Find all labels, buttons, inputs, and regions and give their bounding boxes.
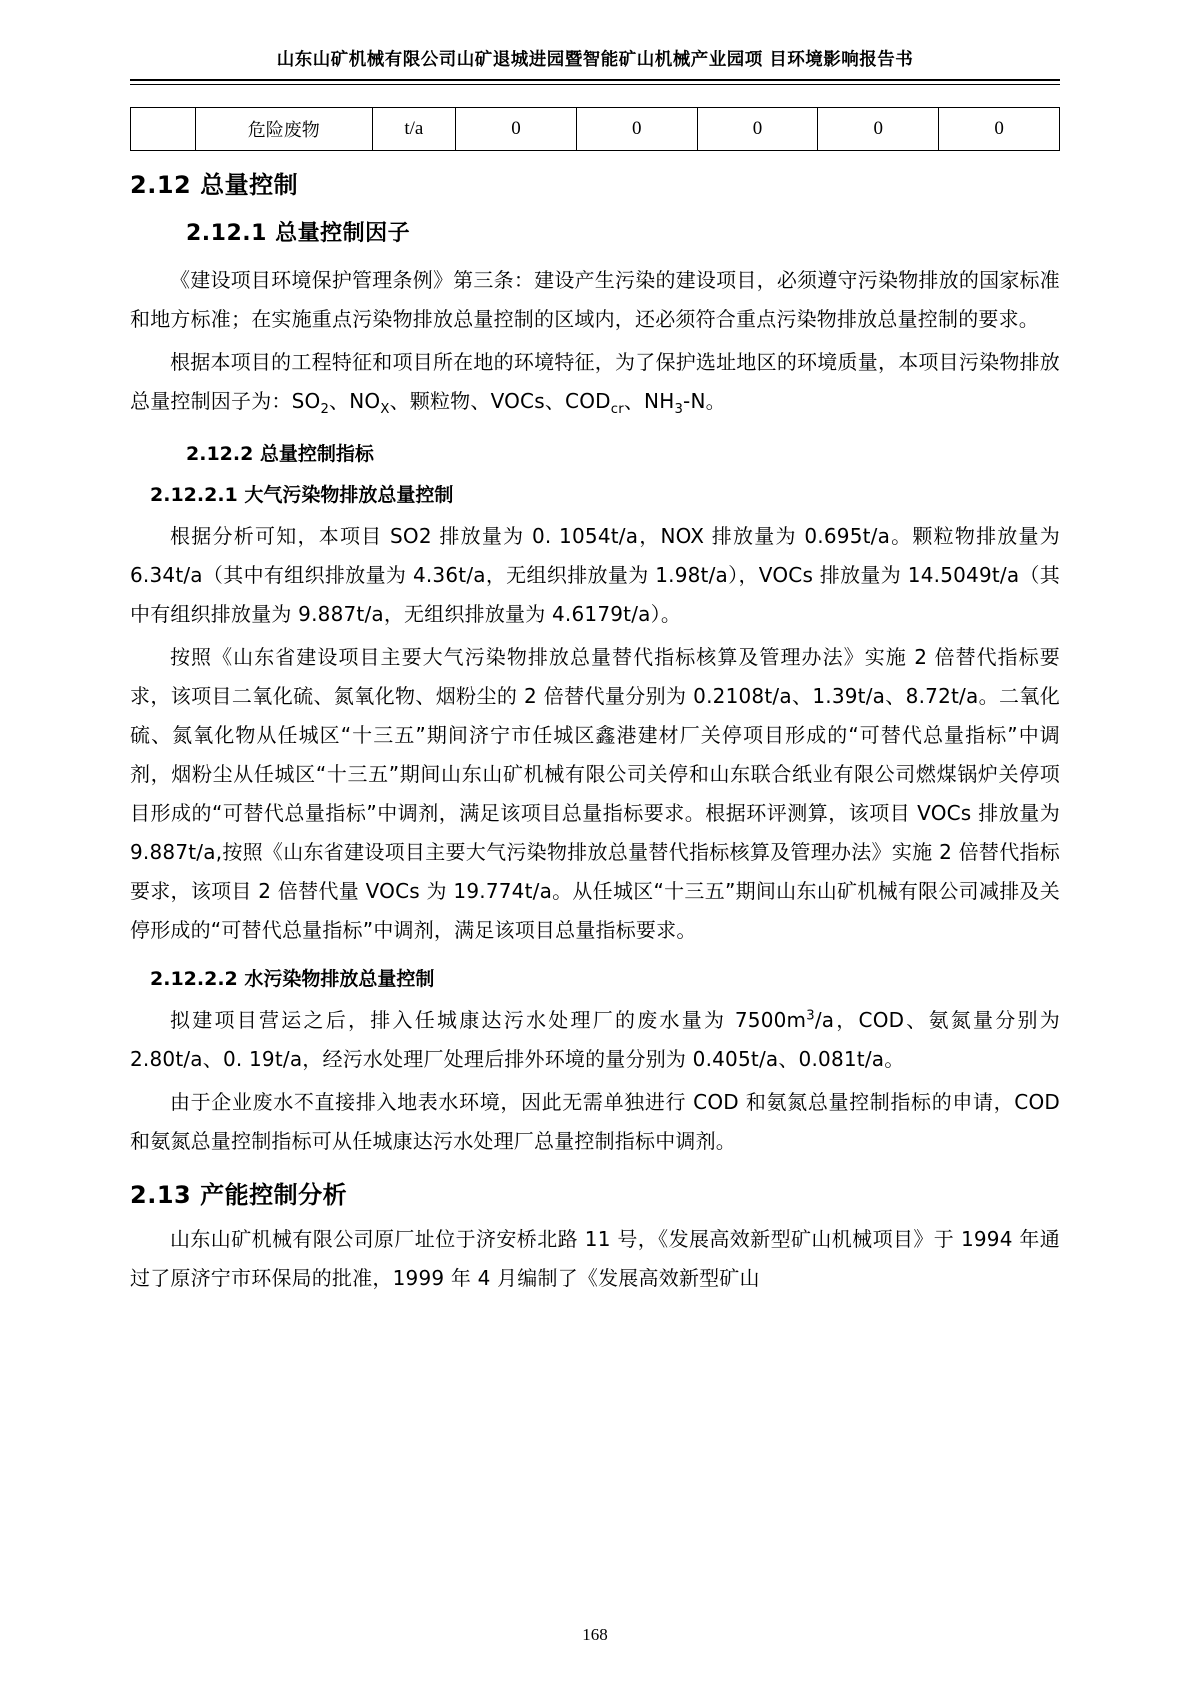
text-run: 根据本项目的工程特征和项目所在地的环境特征，为了保护选址地区的环境质量，本项目污染物排放总量控制因子为：SO	[130, 350, 1060, 413]
text-sub: cr	[610, 402, 624, 417]
page-number: 168	[582, 1625, 608, 1644]
table-cell-value: 0	[939, 108, 1060, 151]
table-cell-value: 0	[456, 108, 577, 151]
table-cell-label: 危险废物	[196, 108, 373, 151]
paragraph-cod-ammonia: 由于企业废水不直接排入地表水环境，因此无需单独进行 COD 和氨氮总量控制指标的申请，COD 和氨氮总量控制指标可从任城康达污水处理厂总量控制指标中调剂。	[130, 1089, 1060, 1153]
text-run: -N。	[683, 389, 726, 413]
text-run: 、NH	[623, 389, 675, 413]
section-heading-2122: 2.12.2 总量控制指标	[186, 442, 374, 465]
header-title: 山东山矿机械有限公司山矿退城进园暨智能矿山机械产业园项 目环境影响报告书	[276, 50, 914, 70]
text-run: 、颗粒物、VOCs、COD	[389, 389, 611, 413]
section-heading-21221: 2.12.2.1 大气污染物排放总量控制	[150, 483, 454, 506]
section-heading-21222: 2.12.2.2 水污染物排放总量控制	[150, 967, 435, 990]
table-cell-value: 0	[818, 108, 939, 151]
paragraph-capacity-analysis: 山东山矿机械有限公司原厂址位于济安桥北路 11 号，《发展高效新型矿山机械项目》于 1994 年通过了原济宁市环保局的批准，1999 年 4 月编制了《发展高效新型矿山	[130, 1226, 1060, 1290]
table-row	[131, 108, 1060, 151]
header-rule-thin	[130, 84, 1060, 85]
paragraph-air-emissions: 根据分析可知，本项目 SO2 排放量为 0. 1054t/a，NOX 排放量为 0.695t/a。颗粒物排放量为 6.34t/a（其中有组织排放量为 4.36t/a，无组织排放量为 1.98t/a），VOCs 排放量为 14.5049t/a（其中有组织排放量为 9.887t/a，无组织排放量为 4.6179t/a）。	[130, 523, 1060, 626]
header-rule-thick	[130, 79, 1060, 81]
table-cell-value: 0	[576, 108, 697, 151]
page-header	[130, 46, 1060, 79]
text-run: /a，COD、氨氮量分别为 2.80t/a、0. 19t/a，经污水处理厂处理后排外环境的量分别为 0.405t/a、0.081t/a。	[130, 1007, 1060, 1071]
paragraph-water-emissions	[130, 1001, 1060, 1079]
text-sup: 3	[806, 1008, 815, 1024]
text-sub: X	[380, 402, 390, 417]
pollutant-table	[130, 107, 1060, 151]
section-heading-213: 2.13 产能控制分析	[130, 1180, 348, 1209]
table-cell-value: 0	[697, 108, 818, 151]
text-sub: 2	[320, 402, 330, 417]
text-run: 拟建项目营运之后，排入任城康达污水处理厂的废水量为 7500m	[170, 1007, 807, 1032]
text-sub: 3	[674, 402, 684, 417]
table-cell-unit: t/a	[372, 108, 456, 151]
paragraph-substitution-index: 按照《山东省建设项目主要大气污染物排放总量替代指标核算及管理办法》实施 2 倍替代指标要求，该项目二氧化硫、氮氧化物、烟粉尘的 2 倍替代量分别为 0.2108t/a、1.39t/a、8.72t/a。二氧化硫、氮氧化物从任城区“十三五”期间济宁市任城区鑫港建材厂关停项目形成的“可替代总量指标”中调剂，烟粉尘从任城区“十三五”期间山东山矿机械有限公司关停和山东联合纸业有限公司燃煤锅炉关停项目形成的“可替代总量指标”中调剂，满足该项目总量指标要求。根据环评测算，该项目 VOCs 排放量为 9.887t/a,按照《山东省建设项目主要大气污染物排放总量替代指标核算及管理办法》实施 2 倍替代指标要求，该项目 2 倍替代量 VOCs 为 19.774t/a。从任城区“十三五”期间山东山矿机械有限公司减排及关停形成的“可替代总量指标”中调剂，满足该项目总量指标要求。	[130, 644, 1060, 942]
section-heading-212: 2.12 总量控制	[130, 171, 299, 199]
paragraph-regulation: 《建设项目环境保护管理条例》第三条：建设产生污染的建设项目，必须遵守污染物排放的国家标准和地方标准；在实施重点污染物排放总量控制的区域内，还必须符合重点污染物排放总量控制的要求。	[130, 268, 1060, 331]
text-run: 、NO	[329, 389, 381, 413]
table-cell-blank	[131, 108, 196, 151]
paragraph-control-factors	[130, 343, 1060, 423]
section-heading-2121: 2.12.1 总量控制因子	[186, 221, 411, 246]
